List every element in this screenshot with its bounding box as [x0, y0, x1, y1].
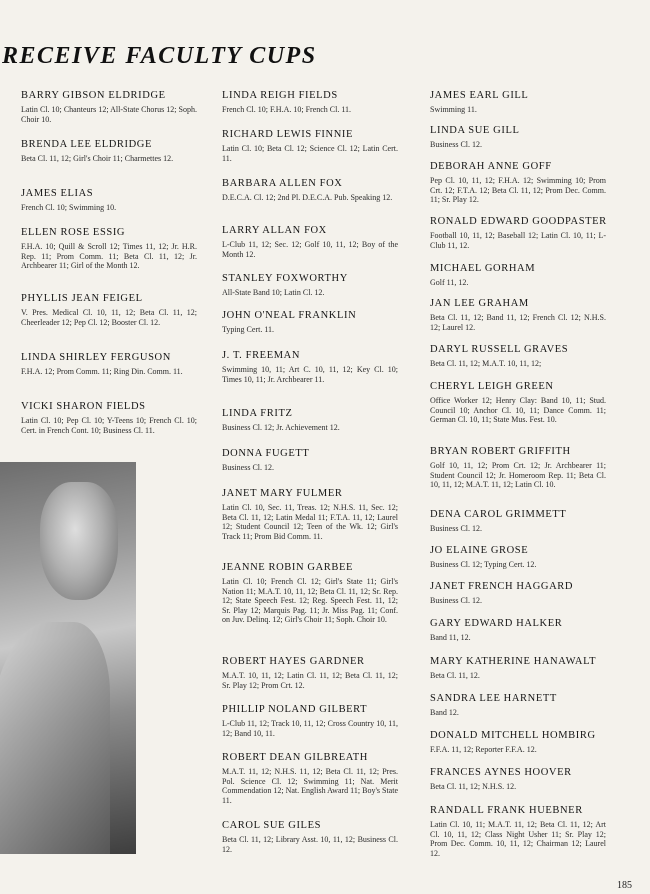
senior-entry	[430, 89, 606, 115]
senior-entry	[222, 177, 398, 203]
senior-entry	[21, 89, 197, 124]
senior-name: ROBERT DEAN GILBREATH	[222, 752, 368, 763]
senior-entry	[430, 692, 606, 718]
senior-name: FRANCES AYNES HOOVER	[430, 767, 572, 778]
senior-activities: Band 11, 12.	[430, 633, 471, 642]
senior-entry	[430, 804, 606, 858]
senior-entry	[430, 445, 606, 490]
senior-activities: Business Cl. 12; Typing Cert. 12.	[430, 560, 537, 569]
senior-activities: Beta Cl. 11, 12; N.H.S. 12.	[430, 782, 517, 791]
senior-name: ROBERT HAYES GARDNER	[222, 656, 365, 667]
senior-name: BRENDA LEE ELDRIDGE	[21, 139, 152, 150]
senior-name: J. T. FREEMAN	[222, 350, 301, 361]
hand-image	[0, 622, 110, 854]
senior-name: GARY EDWARD HALKER	[430, 618, 563, 629]
senior-activities: F.H.A. 10; Quill & Scroll 12; Times 11, 12; Jr. H.R. Rep. 11; Prom Comm. 11; Beta Cl. 11, 12; Jr. Archbearer 11; Girl of the Month 12.	[21, 242, 197, 271]
senior-entry	[430, 655, 606, 681]
senior-activities: Latin Cl. 10; Pep Cl. 10; Y-Teens 10; French Cl. 10; Cert. in French Cont. 10; Business Cl. 11.	[21, 416, 197, 435]
senior-entry	[21, 351, 197, 377]
senior-name: RICHARD LEWIS FINNIE	[222, 129, 353, 140]
senior-name: VICKI SHARON FIELDS	[21, 401, 146, 412]
senior-entry	[222, 561, 398, 625]
senior-entry	[222, 655, 398, 690]
senior-name: BRYAN ROBERT GRIFFITH	[430, 446, 571, 457]
senior-entry	[21, 400, 197, 435]
senior-entry	[430, 580, 606, 606]
senior-name: JAMES ELIAS	[21, 188, 94, 199]
senior-entry	[430, 215, 606, 250]
senior-activities: M.A.T. 10, 11, 12; Latin Cl. 11, 12; Beta Cl. 11, 12; Sr. Play 12; Prom Crt. 12.	[222, 671, 398, 690]
senior-activities: Latin Cl. 10; French Cl. 12; Girl's State 11; Girl's Nation 11; M.A.T. 10, 11, 12; Beta Cl. 11, 12; Sr. Rep. 12; State Speech Fest. 12; Reg. Speech Fest. 11, 12; Sr. Play 12; Marquis Pag. 11; Jr. Miss Pag. 11; Conf. on Juv. Delinq. 12; Girl's Choir 11; Soph. Choir 10.	[222, 577, 398, 625]
senior-entry	[430, 124, 606, 150]
senior-activities: F.H.A. 12; Prom Comm. 11; Ring Din. Comm. 11.	[21, 367, 183, 376]
senior-name: JO ELAINE GROSE	[430, 545, 529, 556]
senior-activities: Pep Cl. 10, 11, 12; F.H.A. 12; Swimming 10; Prom Crt. 12; F.T.A. 12; Beta Cl. 11, 12; Prom Dec. Comm. 11; Sr. Play 12.	[430, 176, 606, 205]
senior-name: PHYLLIS JEAN FEIGEL	[21, 293, 143, 304]
senior-name: JOHN O'NEAL FRANKLIN	[222, 310, 357, 321]
senior-name: PHILLIP NOLAND GILBERT	[222, 704, 368, 715]
senior-name: LINDA FRITZ	[222, 408, 293, 419]
senior-activities: Business Cl. 12; Jr. Achievement 12.	[222, 423, 340, 432]
senior-activities: Latin Cl. 10; Chanteurs 12; All-State Chorus 12; Soph. Choir 10.	[21, 105, 197, 124]
senior-name: JAMES EARL GILL	[430, 90, 529, 101]
senior-name: RANDALL FRANK HUEBNER	[430, 805, 583, 816]
senior-name: LARRY ALLAN FOX	[222, 225, 327, 236]
senior-entry	[222, 89, 398, 115]
senior-activities: Business Cl. 12.	[222, 463, 275, 472]
senior-name: CAROL SUE GILES	[222, 820, 322, 831]
senior-activities: Beta Cl. 11, 12; M.A.T. 10, 11, 12;	[430, 359, 542, 368]
senior-activities: Latin Cl. 10; Beta Cl. 12; Science Cl. 12; Latin Cert. 11.	[222, 144, 398, 163]
senior-name: JAN LEE GRAHAM	[430, 298, 529, 309]
senior-name: DEBORAH ANNE GOFF	[430, 161, 552, 172]
senior-entry	[21, 138, 197, 164]
senior-activities: L-Club 11, 12; Sec. 12; Golf 10, 11, 12; Boy of the Month 12.	[222, 240, 398, 259]
senior-entry	[222, 407, 398, 433]
senior-name: DARYL RUSSELL GRAVES	[430, 344, 569, 355]
senior-activities: Business Cl. 12.	[430, 524, 483, 533]
senior-entry	[430, 729, 606, 755]
senior-name: DONNA FUGETT	[222, 448, 310, 459]
senior-entry	[222, 349, 398, 384]
senior-name: DENA CAROL GRIMMETT	[430, 509, 567, 520]
senior-activities: Latin Cl. 10, 11; M.A.T. 11, 12; Beta Cl. 11, 12; Art Cl. 10, 11, 12; Class Night Usher 11; Sr. Play 12; Prom Dec. Comm. 10, 11, 12; Chairman 12; Laurel 12.	[430, 820, 606, 858]
senior-activities: Swimming 11.	[430, 105, 477, 114]
senior-activities: Swimming 10, 11; Art C. 10, 11, 12; Key Cl. 10; Times 10, 11; Jr. Archbearer 11.	[222, 365, 398, 384]
senior-activities: Golf 10, 11, 12; Prom Crt. 12; Jr. Archbearer 11; Student Council 12; Jr. Homeroom Rep. 11; Beta Cl. 10, 11, 12; M.A.T. 11, 12; Latin Cl. 10.	[430, 461, 606, 490]
senior-activities: Office Worker 12; Henry Clay: Band 10, 11; Stud. Council 10; Anchor Cl. 10, 11; Dance Comm. 11; German Cl. 10, 11; State Mus. Fest. 10.	[430, 396, 606, 425]
senior-entry	[222, 819, 398, 854]
senior-activities: French Cl. 10; Swimming 10.	[21, 203, 117, 212]
senior-column-3	[430, 89, 607, 858]
senior-entry	[430, 380, 606, 425]
senior-entry	[222, 309, 398, 335]
senior-name: ELLEN ROSE ESSIG	[21, 227, 126, 238]
senior-name: STANLEY FOXWORTHY	[222, 273, 348, 284]
senior-activities: M.A.T. 11, 12; N.H.S. 11, 12; Beta Cl. 11, 12; Pres. Pol. Science Cl. 12; Swimming 11; Nat. Merit Commendation 12; Nat. English Award 11; Boy's State 11.	[222, 767, 398, 805]
senior-name: RONALD EDWARD GOODPASTER	[430, 216, 607, 227]
senior-entry	[222, 272, 398, 298]
senior-name: JANET MARY FULMER	[222, 488, 343, 499]
senior-entry	[430, 508, 606, 534]
senior-name: MARY KATHERINE HANAWALT	[430, 656, 597, 667]
senior-name: JEANNE ROBIN GARBEE	[222, 562, 353, 573]
senior-activities: Golf 11, 12.	[430, 278, 469, 287]
senior-entry	[222, 487, 398, 541]
senior-activities: Typing Cert. 11.	[222, 325, 275, 334]
senior-entry	[430, 297, 606, 332]
senior-name: LINDA SHIRLEY FERGUSON	[21, 352, 171, 363]
senior-activities: D.E.C.A. Cl. 12; 2nd Pl. D.E.C.A. Pub. Speaking 12.	[222, 193, 393, 202]
senior-activities: F.F.A. 11, 12; Reporter F.F.A. 12.	[430, 745, 537, 754]
senior-activities: Business Cl. 12.	[430, 140, 483, 149]
senior-activities: Latin Cl. 10, Sec. 11, Treas. 12; N.H.S. 11, Sec. 12; Beta Cl. 11, 12; Latin Medal 11; F.T.A. 11, 12; Laurel 12; Student Council 12; Teen of the Wk. 12; Girl's Track 11; Prom Bid Comm. 11.	[222, 503, 398, 541]
senior-entry	[430, 160, 606, 205]
senior-activities: Band 12.	[430, 708, 459, 717]
senior-activities: Business Cl. 12.	[430, 596, 483, 605]
senior-entry	[21, 187, 197, 213]
trophy-cup-photo	[0, 462, 136, 854]
senior-entry	[430, 766, 606, 792]
senior-entry	[222, 447, 398, 473]
senior-name: LINDA SUE GILL	[430, 125, 520, 136]
senior-activities: Beta Cl. 11, 12.	[430, 671, 480, 680]
senior-name: LINDA REIGH FIELDS	[222, 90, 338, 101]
senior-entry	[21, 292, 197, 327]
senior-activities: Football 10, 11, 12; Baseball 12; Latin Cl. 10, 11; L-Club 11, 12.	[430, 231, 606, 250]
senior-activities: V. Pres. Medical Cl. 10, 11, 12; Beta Cl. 11, 12; Cheerleader 12; Pep Cl. 12; Booster Cl. 12.	[21, 308, 197, 327]
senior-name: BARRY GIBSON ELDRIDGE	[21, 90, 166, 101]
senior-name: SANDRA LEE HARNETT	[430, 693, 557, 704]
senior-activities: Beta Cl. 11, 12; Girl's Choir 11; Charmettes 12.	[21, 154, 174, 163]
senior-entry	[21, 226, 197, 271]
senior-name: CHERYL LEIGH GREEN	[430, 381, 554, 392]
senior-entry	[222, 224, 398, 259]
page-title: RECEIVE FACULTY CUPS	[2, 43, 317, 69]
glass-cup-image	[40, 482, 118, 600]
senior-name: JANET FRENCH HAGGARD	[430, 581, 574, 592]
senior-column-2	[222, 89, 398, 854]
senior-name: BARBARA ALLEN FOX	[222, 178, 343, 189]
senior-entry	[430, 343, 606, 369]
senior-name: MICHAEL GORHAM	[430, 263, 536, 274]
senior-entry	[430, 262, 606, 288]
senior-entry	[430, 544, 606, 570]
page-number: 185	[617, 880, 632, 891]
senior-entry	[222, 751, 398, 805]
senior-activities: Beta Cl. 11, 12; Band 11, 12; French Cl. 12; N.H.S. 12; Laurel 12.	[430, 313, 606, 332]
senior-activities: French Cl. 10; F.H.A. 10; French Cl. 11.	[222, 105, 352, 114]
senior-activities: Beta Cl. 11, 12; Library Asst. 10, 11, 12; Business Cl. 12.	[222, 835, 398, 854]
senior-activities: L-Club 11, 12; Track 10, 11, 12; Cross Country 10, 11, 12; Band 10, 11.	[222, 719, 398, 738]
senior-activities: All-State Band 10; Latin Cl. 12.	[222, 288, 325, 297]
senior-entry	[222, 128, 398, 163]
senior-entry	[222, 703, 398, 738]
senior-entry	[430, 617, 606, 643]
senior-name: DONALD MITCHELL HOMBIRG	[430, 730, 596, 741]
